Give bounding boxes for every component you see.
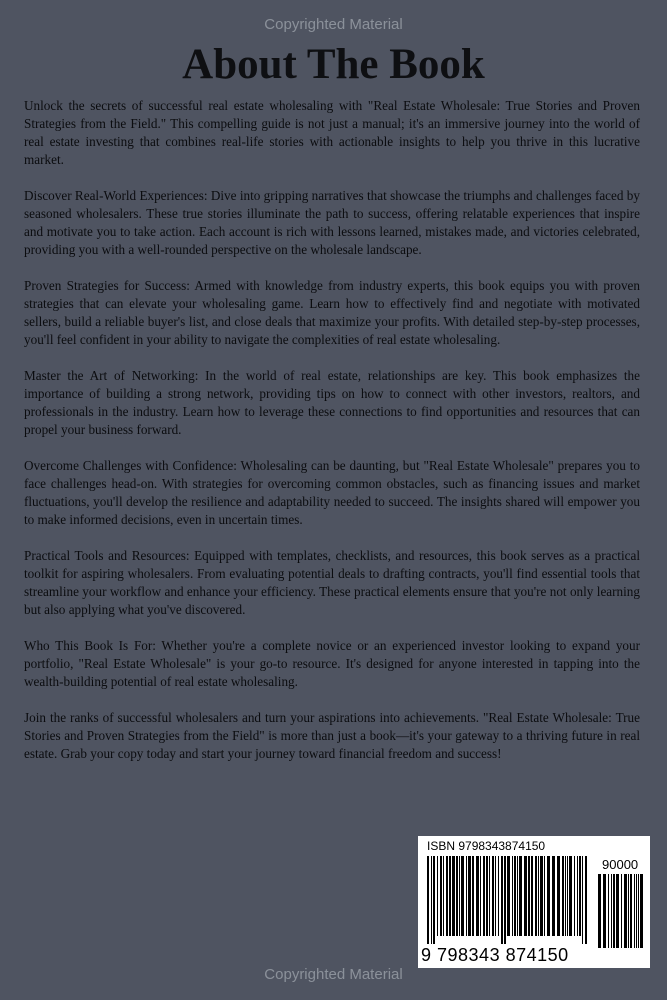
paragraph-proven-strategies: Proven Strategies for Success: Armed with knowledge from industry experts, this book equips you with proven strategies that can elevate your wholesaling game. Learn how to effectively find and negotiate with motivated sellers, build a reliable buyer's list, and close deals that maximize your profits. With detailed step-by-step processes, you'll feel confident in your ability to navigate the complexities of real estate wholesaling. [24, 278, 640, 347]
copyright-watermark-top: Copyrighted Material [264, 16, 403, 33]
price-code: 90000 [602, 857, 639, 872]
paragraph-audience: Who This Book Is For: Whether you're a complete novice or an experienced investor looking to expand your portfolio, "Real Estate Wholesale" is your go-to resource. It's designed for anyone interested in tapping into the wealth-building potential of real estate wholesaling. [24, 638, 640, 689]
page-title: About The Book [182, 41, 485, 88]
isbn-barcode-bars [427, 856, 590, 944]
isbn-label: ISBN 9798343874150 [427, 839, 546, 853]
paragraph-call-to-action: Join the ranks of successful wholesalers and turn your aspirations into achievements. "Real Estate Wholesale: True Stories and Proven Strategies from the Field" is more than just a book—it's your gateway to a thriving future in real estate. Grab your copy today and start your journey toward financial freedom and success! [24, 710, 640, 761]
paragraph-real-world-experiences: Discover Real-World Experiences: Dive into gripping narratives that showcase the triumphs and challenges faced by seasoned wholesalers. These true stories illuminate the path to success, offering relatable experiences that inspire and motivate you to take action. Each account is rich with lessons learned, mistakes made, and victories celebrated, providing you with a well-rounded perspective on the wholesale landscape. [24, 188, 640, 257]
copyright-watermark-bottom: Copyrighted Material [264, 966, 403, 983]
book-description [24, 97, 640, 781]
price-addon-barcode-bars [598, 874, 644, 956]
paragraph-networking: Master the Art of Networking: In the world of real estate, relationships are key. This book emphasizes the importance of building a strong network, providing tips on how to connect with other investors, realtors, and professionals in the industry. Learn how to leverage these connections to find opportunities and resources that can propel your business forward. [24, 368, 640, 437]
barcode-digits: 9 798343 874150 [421, 945, 569, 965]
paragraph-tools-resources: Practical Tools and Resources: Equipped with templates, checklists, and resources, this book serves as a practical toolkit for aspiring wholesalers. From evaluating potential deals to drafting contracts, you'll find essential tools that streamline your workflow and enhance your efficiency. These practical elements ensure that you're not only learning but also applying what you've discovered. [24, 548, 640, 617]
paragraph-challenges: Overcome Challenges with Confidence: Wholesaling can be daunting, but "Real Estate Wholesale" prepares you to face challenges head-on. With strategies for overcoming common obstacles, such as financing issues and market fluctuations, you'll develop the resilience and adaptability needed to succeed. The insights shared will empower you to make informed decisions, even in uncertain times. [24, 458, 640, 527]
paragraph-intro: Unlock the secrets of successful real estate wholesaling with "Real Estate Wholesale: True Stories and Proven Strategies from the Field." This compelling guide is not just a manual; it's an immersive journey into the world of real estate investing that combines real-life stories with actionable insights to help you thrive in this lucrative market. [24, 98, 640, 167]
isbn-barcode-block [418, 836, 650, 968]
